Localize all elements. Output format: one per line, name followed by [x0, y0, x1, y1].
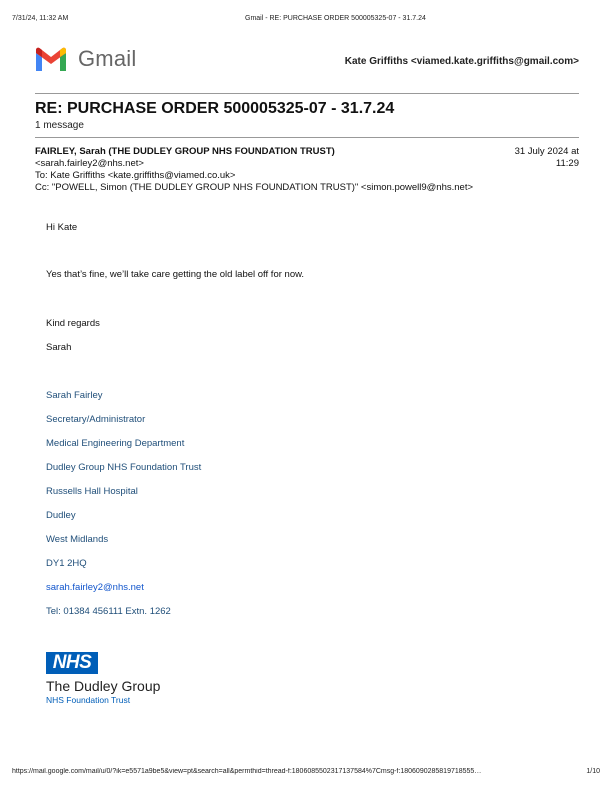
- print-footer-url: https://mail.google.com/mail/u/0/?ik=e5571a9be5&view=pt&search=all&permthid=thread-f:1806085502317137584%7Cmsg-f:1806090285819718555…: [12, 768, 482, 775]
- logo-trust-name: NHS Foundation Trust: [46, 695, 131, 705]
- recipient-cc: Cc: "POWELL, Simon (THE DUDLEY GROUP NHS FOUNDATION TRUST)" <simon.powell9@nhs.net>: [35, 182, 474, 193]
- gmail-logo-icon[interactable]: [34, 47, 68, 73]
- signature-email-link[interactable]: sarah.fairley2@nhs.net: [46, 582, 144, 593]
- message-signoff: Sarah: [46, 342, 72, 353]
- print-datetime: 7/31/24, 11:32 AM: [12, 15, 69, 22]
- message-body: Yes that’s fine, we’ll take care getting the old label off for now.: [46, 269, 305, 280]
- signature-telephone: Tel: 01384 456111 Extn. 1262: [46, 606, 171, 617]
- subject-divider: [35, 137, 579, 138]
- message-greeting: Hi Kate: [46, 222, 78, 233]
- signature-department: Medical Engineering Department: [46, 438, 185, 449]
- print-page-title: Gmail - RE: PURCHASE ORDER 500005325-07 - 31.7.24: [245, 15, 426, 22]
- signature-hospital: Russells Hall Hospital: [46, 486, 138, 497]
- recipient-to: To: Kate Griffiths <kate.griffiths@viamed.co.uk>: [35, 170, 236, 181]
- signature-region: West Midlands: [46, 534, 109, 545]
- thread-subject: RE: PURCHASE ORDER 500005325-07 - 31.7.24: [35, 100, 395, 117]
- logo-group-name: The Dudley Group: [46, 678, 161, 694]
- message-closing: Kind regards: [46, 318, 100, 329]
- signature-postcode: DY1 2HQ: [46, 558, 87, 569]
- sender-email[interactable]: <sarah.fairley2@nhs.net>: [35, 158, 144, 169]
- signature-organisation: Dudley Group NHS Foundation Trust: [46, 462, 202, 473]
- gmail-wordmark: Gmail: [78, 46, 137, 71]
- header-divider: [35, 93, 579, 94]
- signature-role: Secretary/Administrator: [46, 414, 146, 425]
- signature-name: Sarah Fairley: [46, 390, 103, 401]
- message-date: 31 July 2024 at: [514, 146, 579, 157]
- print-page-number: 1/10: [586, 768, 600, 775]
- message-time: 11:29: [555, 158, 579, 169]
- message-count: 1 message: [35, 120, 84, 131]
- nhs-logo: NHS: [46, 652, 98, 674]
- signature-town: Dudley: [46, 510, 76, 521]
- account-identity: Kate Griffiths <viamed.kate.griffiths@gmail.com>: [344, 56, 579, 67]
- sender-name: FAIRLEY, Sarah (THE DUDLEY GROUP NHS FOUNDATION TRUST): [35, 146, 335, 157]
